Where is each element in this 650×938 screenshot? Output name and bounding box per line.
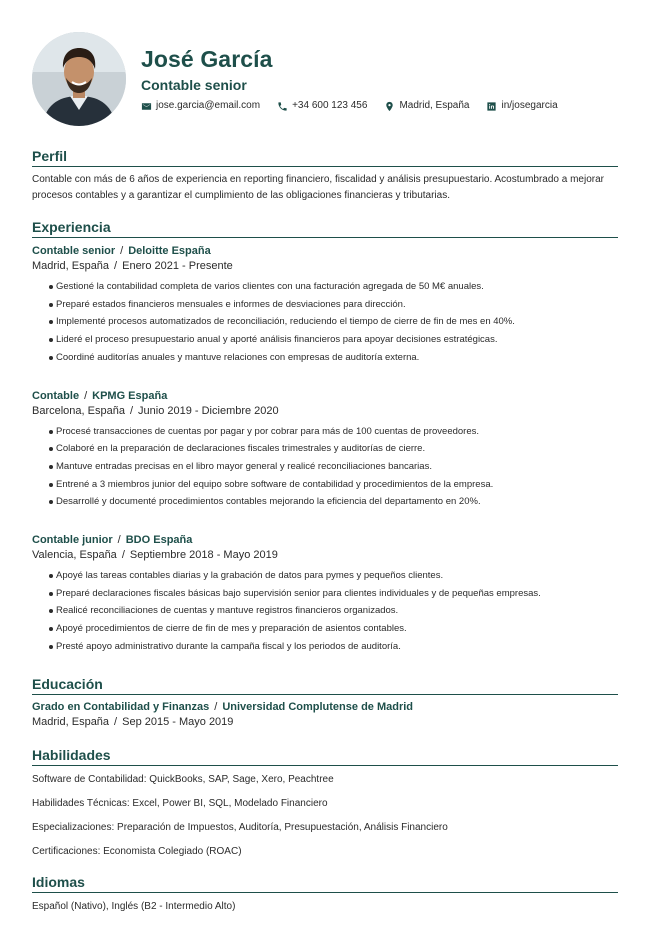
list-item: Gestioné la contabilidad completa de varios clientes con una facturación agregada de 50 M€ anuales. — [49, 278, 618, 296]
list-item: Desarrollé y documenté procedimientos contables mejorando la eficiencia del departamento en 20%. — [49, 493, 618, 511]
location-pin-icon — [384, 101, 395, 112]
list-item: Lideré el proceso presupuestario anual y aporté análisis financieros para apoyar decisiones estratégicas. — [49, 331, 618, 349]
job-bullets — [32, 278, 618, 367]
job-meta — [32, 259, 618, 274]
education-school: Universidad Complutense de Madrid — [222, 701, 414, 713]
separator: / — [214, 701, 218, 713]
list-item: Procesé transacciones de cuentas por pagar y por cobrar para más de 100 cuentas de proveedores. — [49, 423, 618, 441]
job-company: Deloitte España — [128, 245, 211, 257]
education-heading — [32, 699, 618, 715]
job-dates: Enero 2021 - Presente — [122, 260, 233, 272]
job-location: Madrid, España — [32, 260, 110, 272]
list-item: Mantuve entradas precisas en el libro mayor general y realicé reconciliaciones bancarias. — [49, 458, 618, 476]
resume-header — [32, 32, 622, 126]
job-heading — [32, 388, 618, 404]
separator: / — [120, 245, 124, 257]
section-heading: Perfil — [32, 147, 618, 167]
education-location: Madrid, España — [32, 716, 110, 728]
job-company: KPMG España — [92, 389, 168, 402]
list-item: Coordiné auditorías anuales y mantuve relaciones con empresas de auditoría externa. — [49, 349, 618, 367]
separator: / — [117, 534, 121, 547]
contact-location-text: Madrid, España — [399, 100, 470, 111]
list-item: Entrené a 3 miembros junior del equipo sobre software de contabilidad y procedimientos de la empresa. — [49, 476, 618, 494]
section-heading: Habilidades — [32, 746, 618, 766]
job-dates: Septiembre 2018 - Mayo 2019 — [129, 549, 278, 562]
job-role: Contable — [32, 389, 80, 402]
job-role: Contable junior — [32, 534, 113, 547]
education-meta — [32, 715, 618, 730]
linkedin-icon — [486, 101, 497, 112]
separator: / — [84, 389, 88, 402]
languages-section — [32, 873, 618, 914]
skills-section — [32, 746, 618, 859]
education-dates: Sep 2015 - Mayo 2019 — [122, 716, 234, 728]
job-company: BDO España — [125, 534, 193, 547]
job-heading — [32, 532, 618, 548]
section-heading: Educación — [32, 675, 618, 695]
job-entry — [32, 388, 618, 512]
job-entry — [32, 532, 618, 656]
list-item: Preparé declaraciones fiscales básicas bajo supervisión senior para clientes individuales y de pequeñas empresas. — [49, 585, 618, 603]
profile-section — [32, 147, 618, 204]
education-degree: Grado en Contabilidad y Finanzas — [32, 701, 210, 713]
contact-location — [384, 99, 469, 113]
list-item: Realicé reconciliaciones de cuentas y mantuve registros financieros organizados. — [49, 602, 618, 620]
separator: / — [121, 549, 125, 562]
email-icon — [141, 101, 152, 112]
job-heading — [32, 243, 618, 259]
skill-line: Habilidades Técnicas: Excel, Power BI, SQL, Modelado Financiero — [32, 798, 328, 809]
profile-photo — [32, 32, 126, 126]
contact-email-text: jose.garcia@email.com — [156, 100, 261, 111]
list-item: Preparé estados financieros mensuales e informes de desviaciones para dirección. — [49, 296, 618, 314]
profile-summary: Contable con más de 6 años de experiencia en reporting financiero, fiscalidad y análisis presupuestario. Acostumbrado a mejorar procesos contables y a garantizar el cumplimiento de las obligaciones financieras y tributarias. — [32, 174, 604, 201]
separator: / — [114, 716, 118, 728]
list-item: Colaboré en la preparación de declaraciones fiscales trimestrales y auditorías de cierre. — [49, 440, 618, 458]
job-dates: Junio 2019 - Diciembre 2020 — [138, 404, 279, 417]
contact-bar — [141, 99, 575, 113]
list-item: Implementé procesos automatizados de reconciliación, reduciendo el tiempo de cierre de fin de mes en 40%. — [49, 313, 618, 331]
phone-icon — [277, 101, 288, 112]
job-location: Valencia, España — [32, 549, 117, 562]
job-bullets — [32, 567, 618, 656]
skill-line: Software de Contabilidad: QuickBooks, SAP, Sage, Xero, Peachtree — [32, 774, 334, 785]
education-section — [32, 675, 618, 730]
list-item: Apoyé procedimientos de cierre de fin de mes y preparación de asientos contables. — [49, 620, 618, 638]
list-item: Apoyé las tareas contables diarias y la grabación de datos para pymes y pequeños clientes. — [49, 567, 618, 585]
job-meta — [32, 404, 618, 419]
separator: / — [114, 260, 118, 272]
contact-linkedin[interactable] — [486, 99, 557, 113]
job-role: Contable senior — [32, 245, 116, 257]
languages-text: Español (Nativo), Inglés (B2 - Intermedio Alto) — [32, 901, 236, 912]
job-location: Barcelona, España — [32, 404, 125, 417]
job-bullets — [32, 423, 618, 512]
candidate-title: Contable senior — [141, 77, 247, 93]
job-entry — [32, 243, 618, 367]
list-item: Presté apoyo administrativo durante la campaña fiscal y los periodos de auditoría. — [49, 638, 618, 656]
contact-linkedin-text: in/josegarcia — [501, 100, 558, 111]
job-meta — [32, 548, 618, 563]
section-heading: Idiomas — [32, 873, 618, 893]
contact-phone[interactable] — [277, 99, 367, 113]
contact-phone-text: +34 600 123 456 — [292, 100, 368, 111]
skill-line: Especializaciones: Preparación de Impuestos, Auditoría, Presupuestación, Análisis Financiero — [32, 822, 448, 833]
contact-email[interactable] — [141, 99, 260, 113]
candidate-name: José García — [141, 46, 273, 72]
experience-section — [32, 218, 618, 656]
separator: / — [129, 404, 134, 417]
skill-line: Certificaciones: Economista Colegiado (ROAC) — [32, 846, 242, 857]
section-heading: Experiencia — [32, 218, 618, 238]
